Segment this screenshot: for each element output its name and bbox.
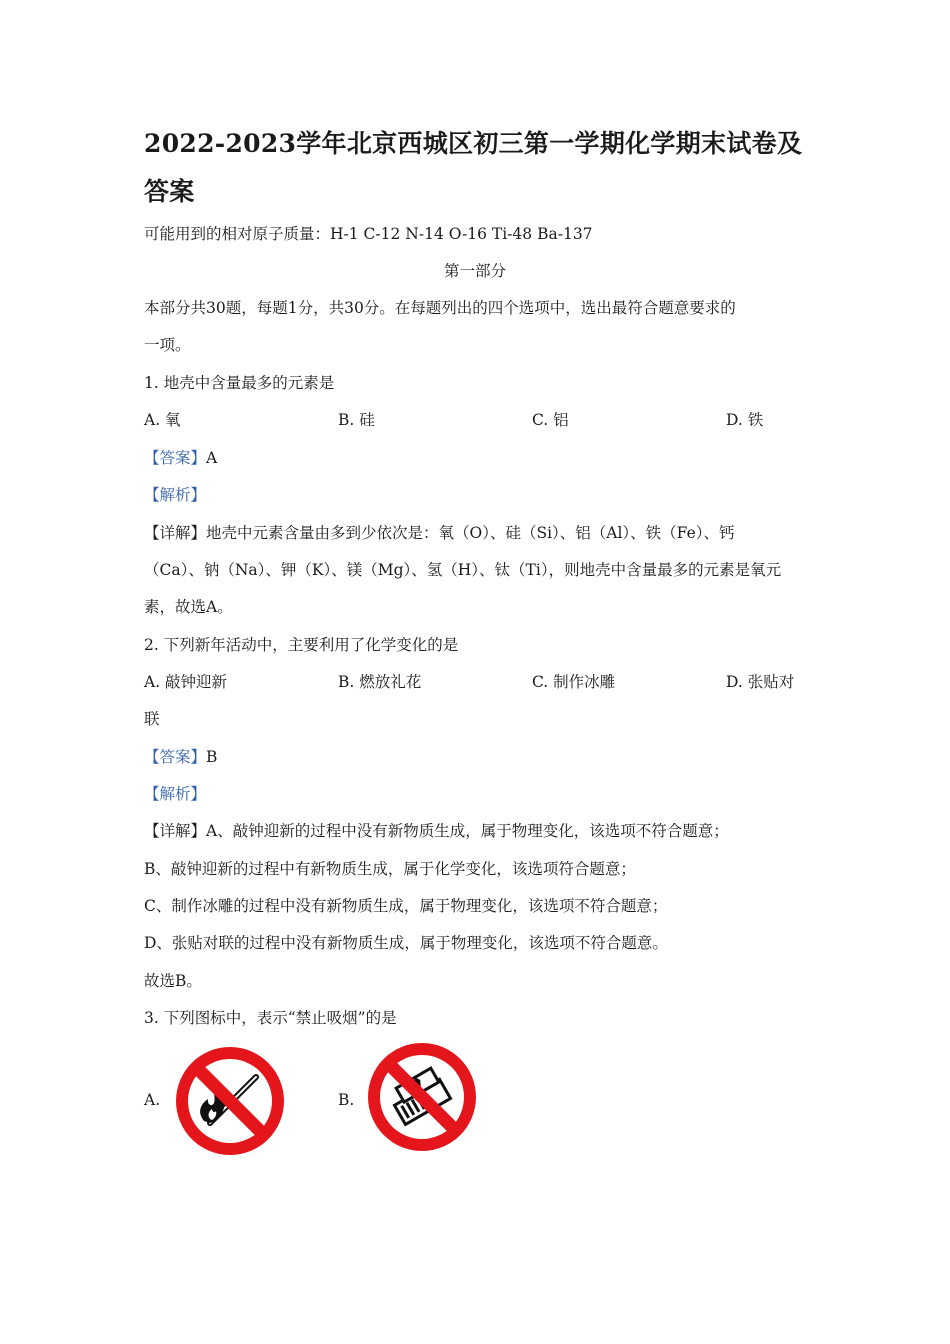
q1-option-d: D. 铁 [726,411,764,429]
q2-detail-line: C、制作冰雕的过程中没有新物质生成，属于物理变化，该选项不符合题意； [144,897,668,915]
q1-detail-line: 【详解】地壳中元素含量由多到少依次是：氧（O）、硅（Si）、铝（Al）、铁（Fe）、钙 [144,524,735,542]
q2-detail-line: B、敲钟迎新的过程中有新物质生成，属于化学变化，该选项符合题意； [144,860,636,878]
answer-value: A [206,449,218,467]
q3-stem: 3. 下列图标中，表示“禁止吸烟”的是 [144,1009,397,1027]
no-matches-icon [366,1041,478,1157]
q2-answer [144,745,217,769]
q2-detail-line: D、张贴对联的过程中没有新物质生成，属于物理变化，该选项不符合题意。 [144,934,668,952]
q2-detail-line: 【详解】A、敲钟迎新的过程中没有新物质生成，属于物理变化，该选项不符合题意； [144,822,729,840]
q1-analysis-tag: 【解析】 [144,486,207,504]
q1-stem: 1. 地壳中含量最多的元素是 [144,374,335,392]
q2-analysis-tag: 【解析】 [144,785,207,803]
section-title: 第一部分 [443,262,506,280]
q3-option-a-label: A. [144,1091,161,1109]
q3-option-b-label: B. [338,1091,355,1109]
answer-value: B [206,748,218,766]
q2-option-d: D. 张贴对 [726,673,795,691]
q2-option-a: A. 敲钟迎新 [144,673,228,691]
q2-option-c: C. 制作冰雕 [532,673,616,691]
section-intro-cont: 一项。 [144,336,191,354]
q1-detail-line: （Ca）、钠（Na）、钾（K）、镁（Mg）、氢（H）、钛（Ti），则地壳中含量最多的元素是氧元 [144,561,782,579]
q1-option-b: B. 硅 [338,411,375,429]
q2-option-d-wrap: 联 [144,710,160,728]
q2-option-b: B. 燃放礼花 [338,673,422,691]
q1-answer [144,446,217,470]
no-open-flame-icon [174,1045,286,1161]
section-intro: 本部分共30题，每题1分，共30分。在每题列出的四个选项中，选出最符合题意要求的 [144,299,736,317]
q1-option-c: C. 铝 [532,411,569,429]
q1-detail-line: 素，故选A。 [144,598,233,616]
q2-stem: 2. 下列新年活动中，主要利用了化学变化的是 [144,636,459,654]
answer-tag: 【答案】 [144,449,207,467]
document-title: 2022-2023学年北京西城区初三第一学期化学期末试卷及答案 [144,129,803,206]
atomic-masses: 可能用到的相对原子质量：H-1 C-12 N-14 O-16 Ti-48 Ba-137 [144,225,593,243]
q1-option-a: A. 氧 [144,411,181,429]
answer-tag: 【答案】 [144,748,207,766]
q2-conclusion: 故选B。 [144,972,202,990]
